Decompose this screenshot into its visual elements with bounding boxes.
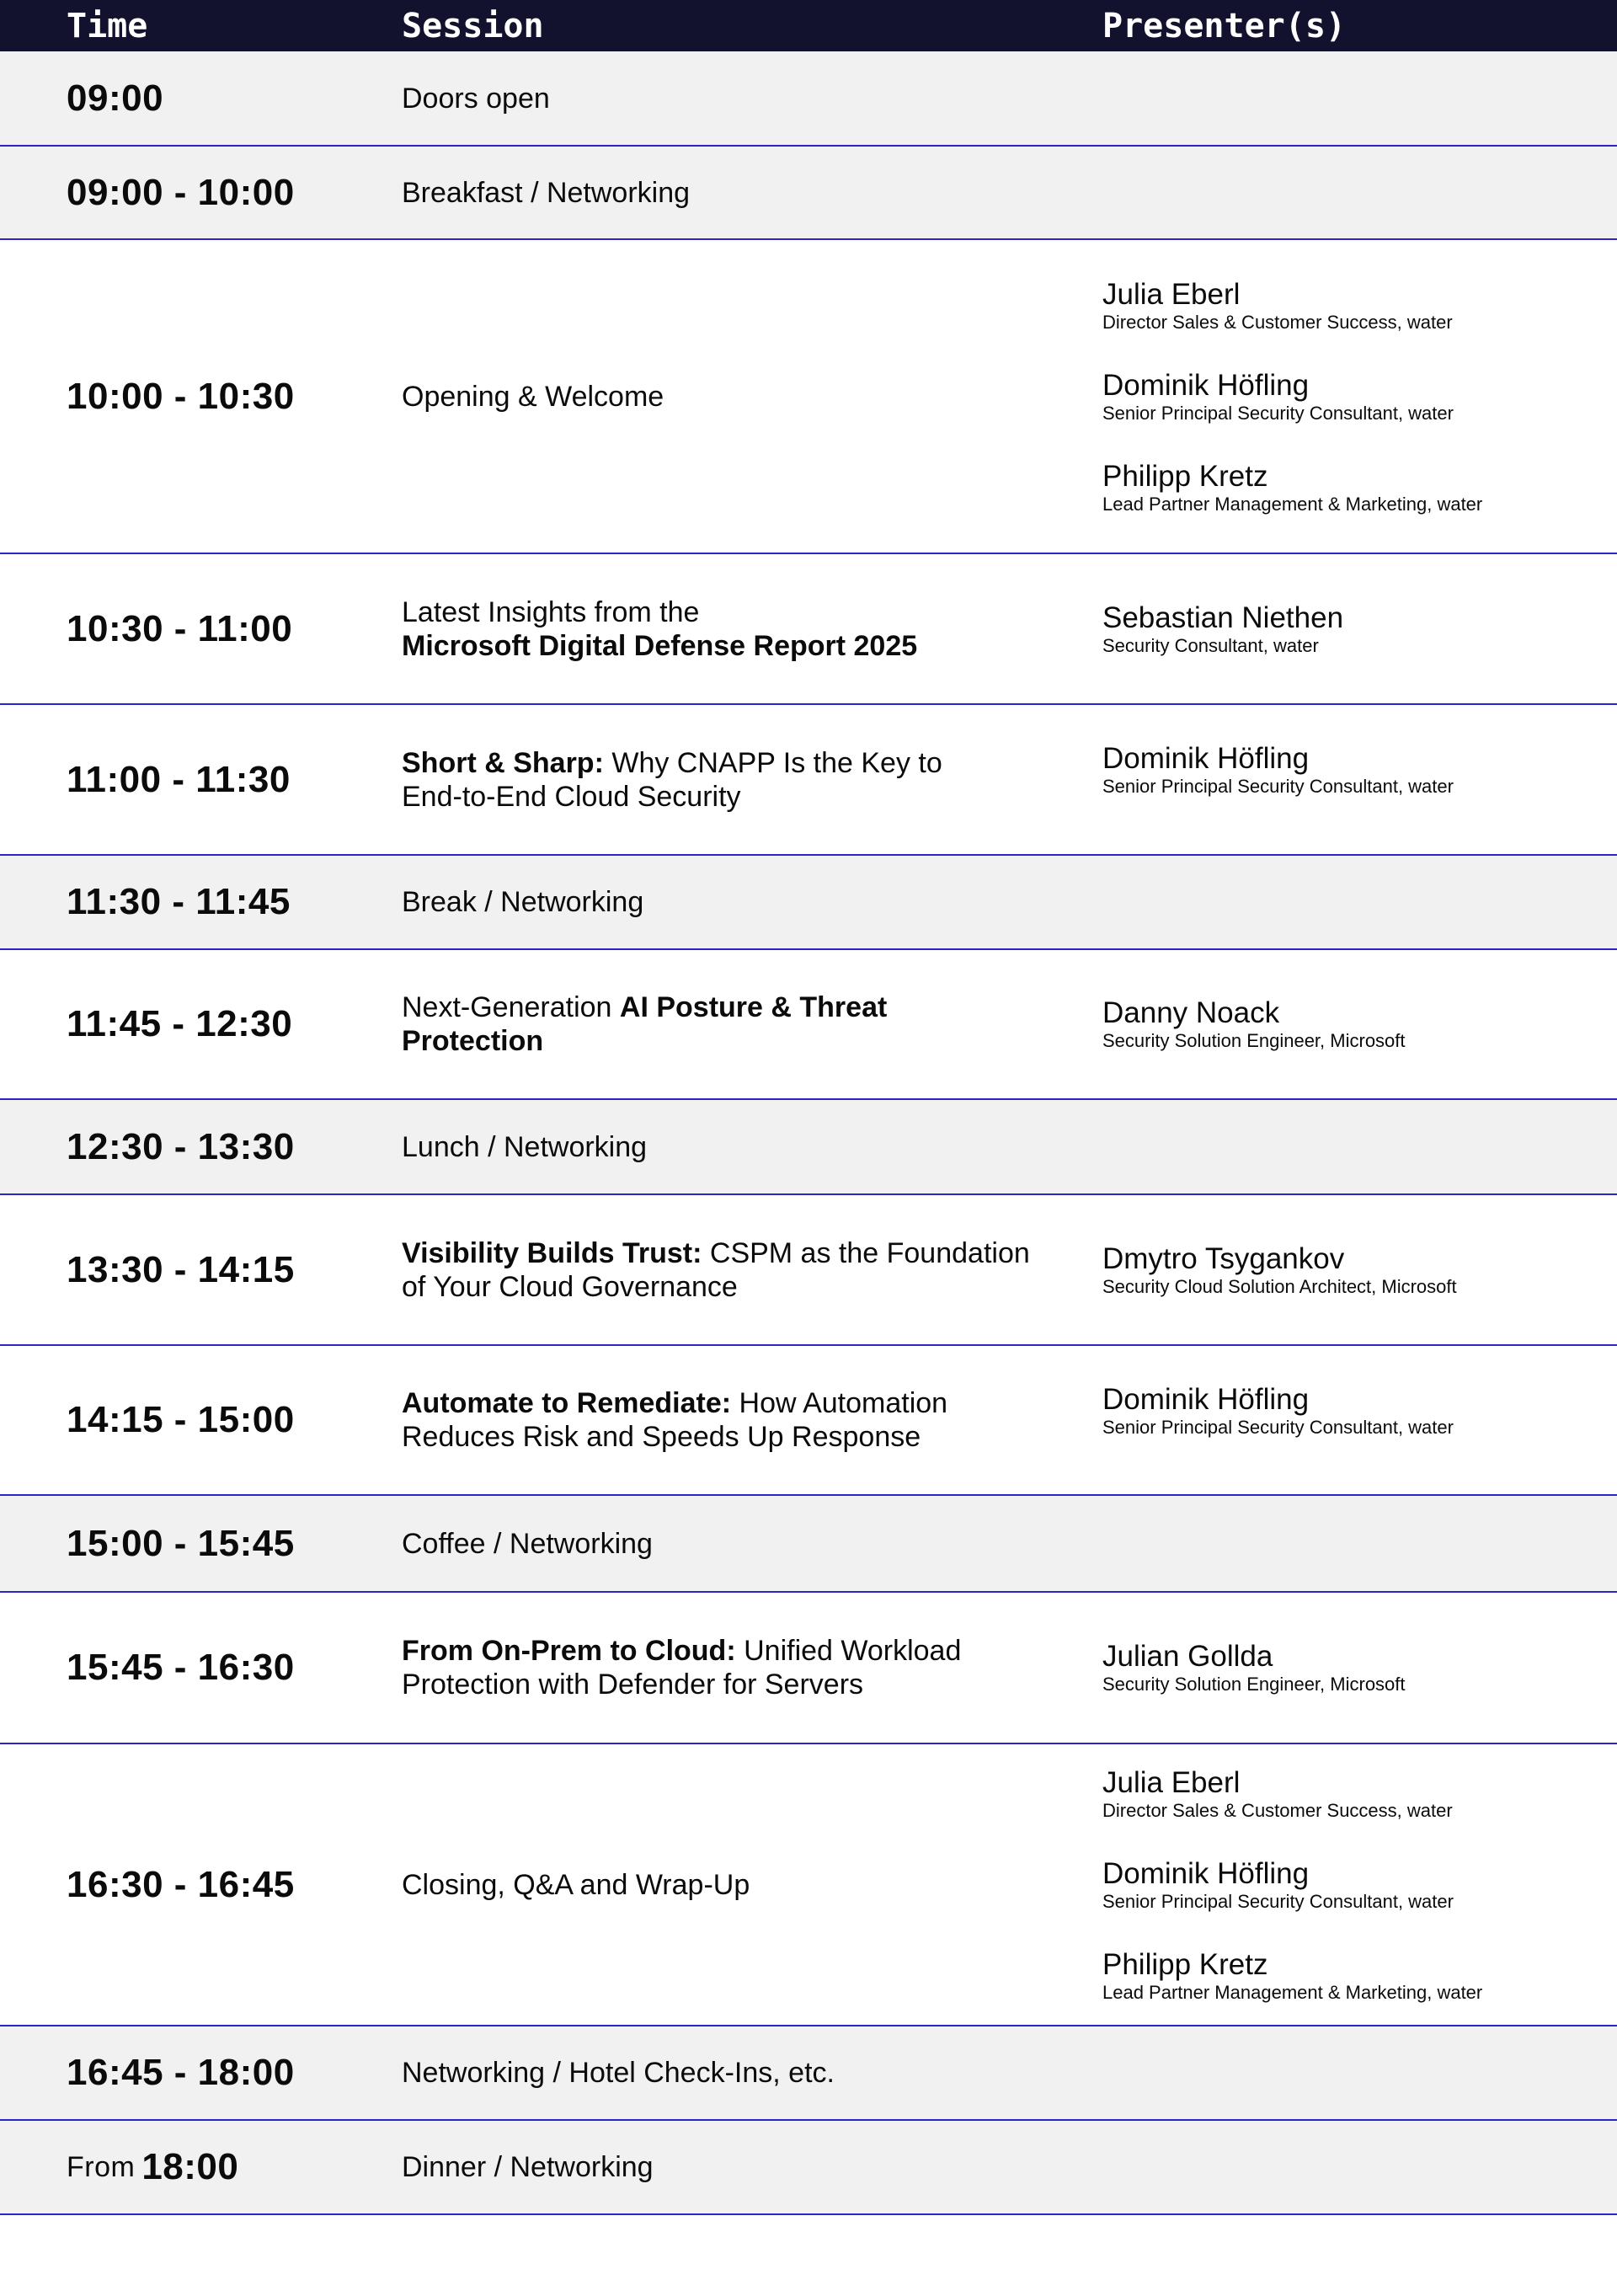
presenter xyxy=(1102,1383,1608,1439)
table-row xyxy=(0,2121,1617,2215)
row-session-text: How Automation xyxy=(731,1387,948,1419)
presenter-list xyxy=(1102,1346,1608,1494)
presenter-role: Senior Principal Security Consultant, water xyxy=(1102,1890,1454,1912)
row-session-line: Latest Insights from the xyxy=(402,595,700,628)
presenter xyxy=(1102,996,1608,1052)
presenter-name: Dominik Höfling xyxy=(1102,742,1310,775)
row-session-bold: From On-Prem to Cloud: xyxy=(402,1635,736,1667)
row-time: 10:30 - 11:00 xyxy=(67,607,293,649)
row-session: Doors open xyxy=(402,82,550,115)
header-time: Time xyxy=(67,7,148,45)
presenter-name: Dominik Höfling xyxy=(1102,1856,1310,1890)
presenter-name: Dominik Höfling xyxy=(1102,1383,1310,1416)
table-row xyxy=(0,2026,1617,2121)
presenter xyxy=(1102,278,1608,334)
presenter-role: Security Cloud Solution Architect, Microsoft xyxy=(1102,1275,1457,1297)
row-session-text: Unified Workload xyxy=(735,1635,962,1667)
row-session: Lunch / Networking xyxy=(402,1130,648,1163)
header-presenters: Presenter(s) xyxy=(1102,7,1346,45)
row-session-line: of Your Cloud Governance xyxy=(402,1270,738,1303)
presenter-list xyxy=(1102,1744,1608,2025)
presenter-role: Security Solution Engineer, Microsoft xyxy=(1102,1674,1406,1695)
presenter xyxy=(1102,601,1608,657)
presenter xyxy=(1102,369,1608,424)
presenter-name: Philipp Kretz xyxy=(1102,459,1268,493)
presenter xyxy=(1102,1948,1608,2004)
row-session-bold: Short & Sharp: xyxy=(402,746,604,779)
row-time: 09:00 - 10:00 xyxy=(67,171,295,213)
row-time: 16:30 - 16:45 xyxy=(67,1863,295,1905)
row-session-text: Next-Generation xyxy=(402,991,620,1023)
row-time-prefix: From xyxy=(67,2150,136,2183)
table-row xyxy=(0,705,1617,856)
presenter-role: Lead Partner Management & Marketing, water xyxy=(1102,1981,1483,2003)
presenter-list xyxy=(1102,950,1608,1098)
presenter-name: Dmytro Tsygankov xyxy=(1102,1241,1345,1275)
row-session-bold: Protection xyxy=(402,1025,544,1057)
row-session-bold: Automate to Remediate: xyxy=(402,1387,732,1419)
header-session: Session xyxy=(402,7,544,45)
presenter-name: Dominik Höfling xyxy=(1102,368,1310,402)
presenter xyxy=(1102,1857,1608,1913)
row-time: 16:45 - 18:00 xyxy=(67,2052,295,2093)
row-session-bold: Microsoft Digital Defense Report 2025 xyxy=(402,629,918,662)
presenter xyxy=(1102,1242,1608,1298)
table-row xyxy=(0,240,1617,554)
row-session-bold: AI Posture & Threat xyxy=(619,991,888,1023)
row-session: Breakfast / Networking xyxy=(402,176,691,209)
row-time: 10:00 - 10:30 xyxy=(67,375,295,417)
presenter-list xyxy=(1102,1593,1608,1743)
presenter-name: Julia Eberl xyxy=(1102,277,1241,311)
row-time: 09:00 xyxy=(67,77,164,119)
row-session-text: Why CNAPP Is the Key to xyxy=(603,746,942,779)
table-header xyxy=(0,0,1617,51)
row-session: Break / Networking xyxy=(402,886,644,918)
presenter-role: Senior Principal Security Consultant, water xyxy=(1102,776,1454,797)
presenter-role: Director Sales & Customer Success, water xyxy=(1102,311,1453,333)
table-row xyxy=(0,1744,1617,2026)
presenter-name: Julia Eberl xyxy=(1102,1765,1241,1799)
row-time: 11:45 - 12:30 xyxy=(67,1003,293,1044)
table-row xyxy=(0,1100,1617,1195)
table-row xyxy=(0,554,1617,705)
presenter-name: Danny Noack xyxy=(1102,996,1280,1029)
table-row xyxy=(0,1346,1617,1496)
presenter xyxy=(1102,742,1608,798)
row-time: 12:30 - 13:30 xyxy=(67,1125,295,1167)
presenter-list xyxy=(1102,705,1608,854)
table-row xyxy=(0,950,1617,1100)
table-row xyxy=(0,147,1617,240)
presenter-role: Lead Partner Management & Marketing, water xyxy=(1102,493,1483,515)
row-session: Closing, Q&A and Wrap-Up xyxy=(402,1868,750,1901)
presenter-list xyxy=(1102,1195,1608,1344)
row-session: Networking / Hotel Check-Ins, etc. xyxy=(402,2057,835,2089)
presenter xyxy=(1102,460,1608,515)
row-session: Coffee / Networking xyxy=(402,1527,653,1560)
presenter-role: Senior Principal Security Consultant, water xyxy=(1102,1417,1454,1438)
presenter-name: Philipp Kretz xyxy=(1102,1947,1268,1981)
presenter xyxy=(1102,1640,1608,1695)
row-session: Opening & Welcome xyxy=(402,380,664,413)
presenter-name: Julian Gollda xyxy=(1102,1640,1273,1673)
table-row xyxy=(0,1496,1617,1593)
row-session-line: Reduces Risk and Speeds Up Response xyxy=(402,1421,921,1453)
presenter xyxy=(1102,1766,1608,1822)
row-session: Dinner / Networking xyxy=(402,2151,654,2183)
row-time: 15:00 - 15:45 xyxy=(67,1522,295,1564)
presenter-list xyxy=(1102,240,1608,553)
table-row xyxy=(0,856,1617,950)
row-time: 18:00 xyxy=(141,2146,239,2187)
row-time: 13:30 - 14:15 xyxy=(67,1248,295,1290)
presenter-list xyxy=(1102,554,1608,703)
table-row xyxy=(0,1593,1617,1744)
row-time: 14:15 - 15:00 xyxy=(67,1399,295,1440)
table-row xyxy=(0,1195,1617,1346)
presenter-role: Security Solution Engineer, Microsoft xyxy=(1102,1030,1406,1051)
presenter-role: Director Sales & Customer Success, water xyxy=(1102,1799,1453,1821)
row-session-line: Protection with Defender for Servers xyxy=(402,1669,864,1701)
row-time: 15:45 - 16:30 xyxy=(67,1647,295,1688)
presenter-role: Senior Principal Security Consultant, water xyxy=(1102,402,1454,424)
row-time: 11:00 - 11:30 xyxy=(67,758,291,800)
table-row xyxy=(0,51,1617,147)
presenter-role: Security Consultant, water xyxy=(1102,634,1319,656)
row-time: 11:30 - 11:45 xyxy=(67,881,291,922)
presenter-name: Sebastian Niethen xyxy=(1102,601,1344,634)
row-session-text: CSPM as the Foundation xyxy=(702,1236,1030,1269)
row-session-bold: Visibility Builds Trust: xyxy=(402,1236,702,1269)
row-session-line: End-to-End Cloud Security xyxy=(402,780,741,813)
